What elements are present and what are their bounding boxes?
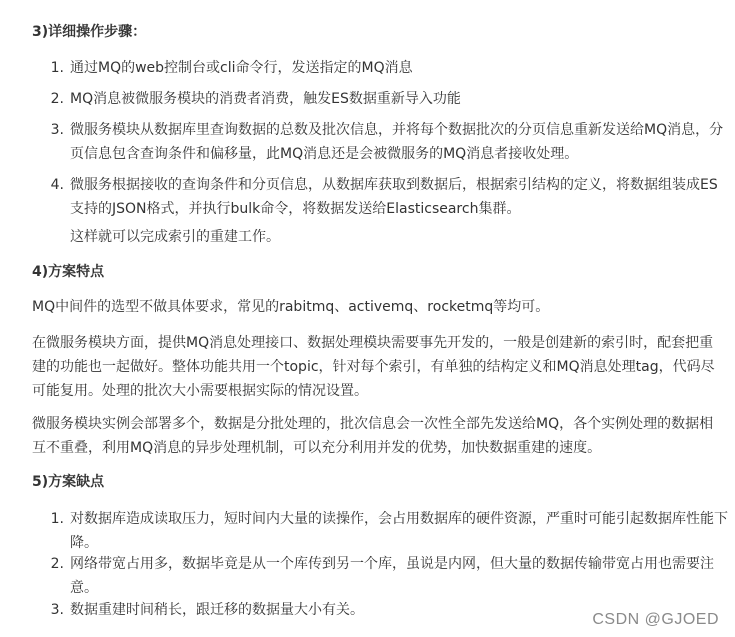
list-number: 1. xyxy=(50,60,64,76)
list-item xyxy=(50,507,730,555)
list-number: 1. xyxy=(50,511,64,527)
list-item xyxy=(50,552,730,600)
list-text: 通过MQ的web控制台或cli命令行，发送指定的MQ消息 xyxy=(70,60,413,76)
list-item xyxy=(50,173,730,221)
list-number: 2. xyxy=(50,556,64,572)
list-text: 数据重建时间稍长，跟迁移的数据量大小有关。 xyxy=(70,602,364,618)
list-number: 4. xyxy=(50,177,64,193)
list-number: 3. xyxy=(50,602,64,618)
steps-conclusion: 这样就可以完成索引的重建工作。 xyxy=(70,229,280,245)
paragraph: 微服务模块实例会部署多个，数据是分批处理的，批次信息会一次性全部先发送给MQ，各个实例处理的数据相互不重叠，利用MQ消息的异步处理机制，可以充分利用并发的优势，加快数据重建的速度。 xyxy=(32,416,714,456)
list-text: 微服务模块从数据库里查询数据的总数及批次信息，并将每个数据批次的分页信息重新发送给MQ消息，分页信息包含查询条件和偏移量，此MQ消息还是会被微服务的MQ消息者接收处理。 xyxy=(70,122,724,162)
list-number: 3. xyxy=(50,122,64,138)
list-text: 微服务根据接收的查询条件和分页信息，从数据库获取到数据后，根据索引结构的定义，将数据组装成ES支持的JSON格式，并执行bulk命令，将数据发送给Elasticsearch集群。 xyxy=(70,177,718,217)
section-heading-steps: 3)详细操作步骤： xyxy=(32,24,147,40)
section-heading-features: 4)方案特点 xyxy=(32,264,105,280)
paragraph: 在微服务模块方面，提供MQ消息处理接口、数据处理模块需要事先开发的，一般是创建新的索引时，配套把重建的功能也一起做好。整体功能共用一个topic，针对每个索引，有单独的结构定义和MQ消息处理tag，代码尽可能复用。处理的批次大小需要根据实际的情况设置。 xyxy=(32,335,715,399)
paragraph: MQ中间件的选型不做具体要求，常见的rabitmq、activemq、rocketmq等均可。 xyxy=(32,299,550,315)
list-item xyxy=(50,118,730,166)
list-number: 2. xyxy=(50,91,64,107)
list-text: 网络带宽占用多，数据毕竟是从一个库传到另一个库，虽说是内网，但大量的数据传输带宽占用也需要注意。 xyxy=(70,556,714,596)
section-heading-drawbacks: 5)方案缺点 xyxy=(32,474,105,490)
list-text: MQ消息被微服务模块的消费者消费，触发ES数据重新导入功能 xyxy=(70,91,461,107)
csdn-watermark: CSDN @GJOED xyxy=(592,611,719,628)
list-text: 对数据库造成读取压力，短时间内大量的读操作，会占用数据库的硬件资源，严重时可能引起数据库性能下降。 xyxy=(70,511,728,551)
